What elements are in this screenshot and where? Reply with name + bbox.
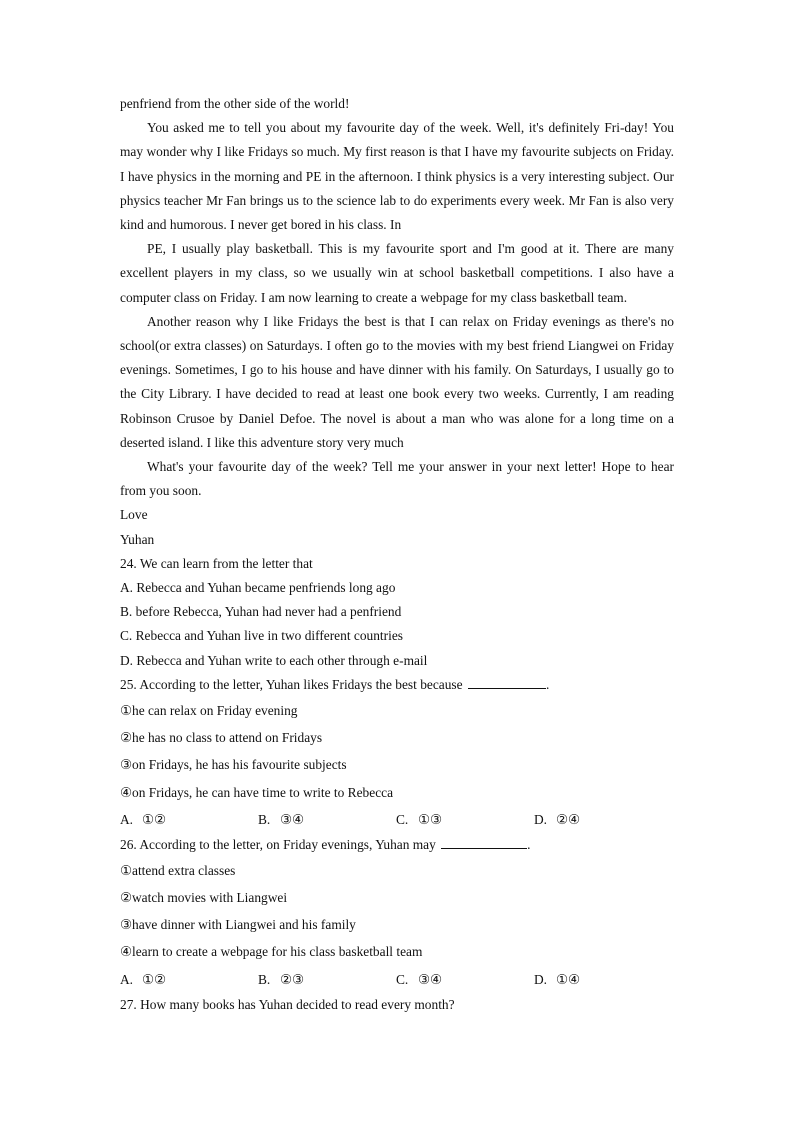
question-stem-text: 26. According to the letter, on Friday evenings, Yuhan may [120, 836, 436, 852]
answer-option: C. Rebecca and Yuhan live in two different countries [120, 628, 403, 644]
answer-blank [468, 674, 546, 689]
question-stem-text: 25. According to the letter, Yuhan likes Fridays the best because [120, 676, 463, 692]
question-26 [120, 833, 674, 993]
letter-signature: Yuhan [120, 531, 155, 547]
letter-paragraph: PE, I usually play basketball. This is my favourite sport and I'm good at it. There are many excellent players in my class, so we usually win at school basketball competitions. I also have a computer class on Friday. I am now learning to create a webpage for my class basketball team. [120, 241, 674, 305]
question-stem: 27. How many books has Yuhan decided to read every month? [120, 996, 455, 1012]
letter-paragraph: You asked me to tell you about my favourite day of the week. Well, it's definitely Fri-day! You may wonder why I like Fridays so much. My first reason is that I have my favourite subjects on Friday. I have physics in the morning and PE in the afternoon. I think physics is a very interesting subject. Our physics teacher Mr Fan brings us to the science lab to do experiments every week. Mr Fan is also very kind and humorous. I never get bored in his class. In [120, 120, 674, 232]
choice-b: B. ②③ [258, 971, 305, 987]
statement-item: ②watch movies with Liangwei [120, 890, 288, 906]
letter-paragraph: Another reason why I like Fridays the best is that I can relax on Friday evenings as there's no school(or extra classes) on Saturdays. I often go to the movies with my best friend Liangwei on Friday evenings. Sometimes, I go to his house and have dinner with his family. On Saturdays, I usually go to the City Library. I have decided to read at least one book every two weeks. Currently, I am reading Robinson Crusoe by Daniel Defoe. The novel is about a man who was alone for a long time on a deserted island. I like this adventure story very much [120, 313, 674, 450]
question-24 [120, 552, 674, 673]
statement-item: ④on Fridays, he can have time to write to Rebecca [120, 784, 394, 800]
answer-option: D. Rebecca and Yuhan write to each other through e-mail [120, 652, 428, 668]
page-content [120, 92, 674, 1017]
question-stem [120, 833, 674, 857]
letter-closing: Love [120, 507, 148, 523]
letter-paragraph: What's your favourite day of the week? Tell me your answer in your next letter! Hope to hear from you soon. [120, 459, 674, 499]
question-25 [120, 673, 674, 833]
statement-item: ③have dinner with Liangwei and his family [120, 917, 356, 933]
choice-c: C. ①③ [396, 811, 443, 827]
statement-item: ④learn to create a webpage for his class basketball team [120, 944, 423, 960]
question-stem: 24. We can learn from the letter that [120, 555, 313, 571]
choice-row [120, 806, 674, 833]
statement-item: ③on Fridays, he has his favourite subjects [120, 757, 347, 773]
stem-end: . [527, 836, 531, 852]
choice-row [120, 966, 674, 993]
choice-c: C. ③④ [396, 971, 443, 987]
choice-a: A. ①② [120, 811, 167, 827]
statement-item: ①he can relax on Friday evening [120, 702, 298, 718]
statement-item: ②he has no class to attend on Fridays [120, 730, 323, 746]
statement-item: ①attend extra classes [120, 862, 236, 878]
question-stem [120, 673, 674, 697]
choice-a: A. ①② [120, 971, 167, 987]
question-27 [120, 993, 674, 1017]
answer-option: B. before Rebecca, Yuhan had never had a penfriend [120, 604, 402, 620]
answer-blank [441, 834, 527, 849]
letter-opening-line: penfriend from the other side of the world! [120, 96, 350, 111]
stem-end: . [545, 676, 550, 692]
choice-d: D. ②④ [534, 811, 581, 827]
choice-b: B. ③④ [258, 811, 305, 827]
answer-option: A. Rebecca and Yuhan became penfriends long ago [120, 580, 396, 595]
choice-d: D. ①④ [534, 971, 581, 987]
